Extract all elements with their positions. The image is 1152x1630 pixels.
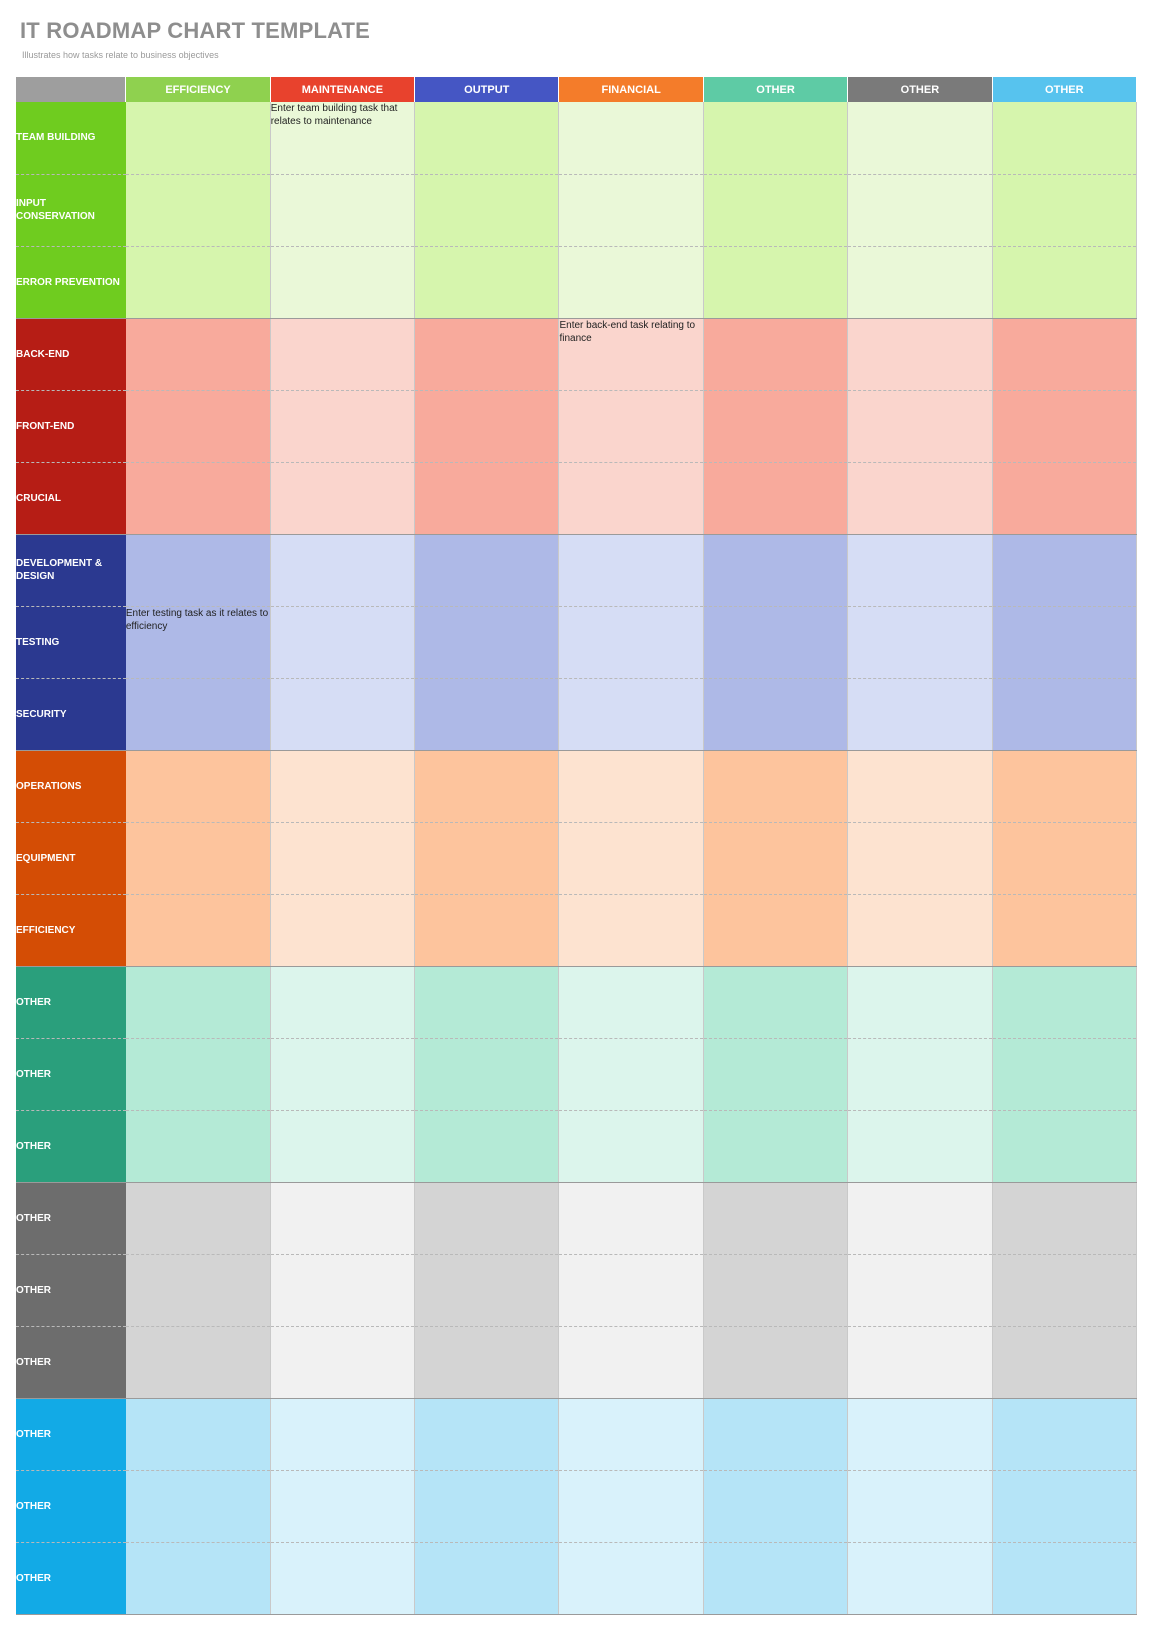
row-label: OTHER [16, 1398, 126, 1470]
table-row [16, 1326, 1137, 1398]
task-cell[interactable]: Enter team building task that relates to maintenance [270, 102, 414, 174]
table-row [16, 678, 1137, 750]
task-cell[interactable] [992, 318, 1136, 390]
task-cell[interactable] [559, 894, 703, 966]
task-cell[interactable] [270, 1254, 414, 1326]
task-cell[interactable] [559, 678, 703, 750]
task-cell[interactable] [415, 462, 559, 534]
row-label: OTHER [16, 1470, 126, 1542]
table-row [16, 894, 1137, 966]
row-label: CRUCIAL [16, 462, 126, 534]
row-label: OTHER [16, 1110, 126, 1182]
table-row [16, 102, 1137, 174]
task-cell[interactable] [848, 1254, 992, 1326]
column-header: OUTPUT [415, 77, 559, 102]
task-cell[interactable] [992, 822, 1136, 894]
column-header: FINANCIAL [559, 77, 703, 102]
task-cell[interactable] [415, 1110, 559, 1182]
task-cell[interactable] [559, 1182, 703, 1254]
task-cell[interactable] [559, 1038, 703, 1110]
task-cell[interactable] [270, 966, 414, 1038]
task-cell[interactable] [126, 1470, 270, 1542]
task-cell[interactable] [559, 102, 703, 174]
task-cell[interactable] [992, 174, 1136, 246]
task-cell[interactable] [126, 1110, 270, 1182]
task-cell[interactable] [703, 534, 847, 606]
table-row [16, 246, 1137, 318]
task-cell[interactable] [270, 750, 414, 822]
task-cell[interactable] [703, 1398, 847, 1470]
table-row [16, 966, 1137, 1038]
task-cell[interactable] [703, 894, 847, 966]
task-cell[interactable]: Enter back-end task relating to finance [559, 318, 703, 390]
task-cell[interactable] [992, 1542, 1136, 1614]
table-row [16, 390, 1137, 462]
task-cell[interactable] [415, 678, 559, 750]
task-cell[interactable] [848, 1326, 992, 1398]
task-cell[interactable] [270, 822, 414, 894]
task-cell[interactable] [415, 174, 559, 246]
task-cell[interactable] [270, 1038, 414, 1110]
task-cell[interactable] [992, 678, 1136, 750]
task-cell[interactable] [270, 174, 414, 246]
column-header: EFFICIENCY [126, 77, 270, 102]
row-label: EFFICIENCY [16, 894, 126, 966]
table-row [16, 1110, 1137, 1182]
task-cell[interactable] [415, 534, 559, 606]
task-cell[interactable] [126, 822, 270, 894]
task-cell[interactable] [559, 1470, 703, 1542]
task-cell[interactable] [415, 966, 559, 1038]
task-cell[interactable] [270, 1542, 414, 1614]
task-cell[interactable] [992, 1110, 1136, 1182]
table-row [16, 1038, 1137, 1110]
table-row [16, 174, 1137, 246]
task-cell[interactable] [992, 1182, 1136, 1254]
table-row [16, 750, 1137, 822]
task-cell[interactable] [848, 318, 992, 390]
task-cell[interactable] [703, 606, 847, 678]
task-cell[interactable]: Enter testing task as it relates to efficiency [126, 606, 270, 678]
task-cell[interactable] [559, 246, 703, 318]
task-cell[interactable] [703, 246, 847, 318]
task-cell[interactable] [703, 750, 847, 822]
task-cell[interactable] [848, 1542, 992, 1614]
task-cell[interactable] [270, 534, 414, 606]
task-cell[interactable] [126, 462, 270, 534]
task-cell[interactable] [126, 894, 270, 966]
task-cell[interactable] [126, 390, 270, 462]
task-cell[interactable] [992, 606, 1136, 678]
task-cell[interactable] [992, 1254, 1136, 1326]
task-cell[interactable] [415, 1254, 559, 1326]
table-body [16, 102, 1137, 1614]
task-cell[interactable] [992, 462, 1136, 534]
task-cell[interactable] [126, 534, 270, 606]
task-cell[interactable] [559, 1254, 703, 1326]
task-cell[interactable] [126, 1038, 270, 1110]
task-cell[interactable] [415, 102, 559, 174]
table-row [16, 534, 1137, 606]
task-cell[interactable] [703, 1038, 847, 1110]
row-label: OTHER [16, 1182, 126, 1254]
task-cell[interactable] [415, 822, 559, 894]
task-cell[interactable] [703, 1182, 847, 1254]
task-cell[interactable] [559, 390, 703, 462]
row-label: OTHER [16, 1542, 126, 1614]
task-cell[interactable] [703, 462, 847, 534]
task-cell[interactable] [126, 246, 270, 318]
task-cell[interactable] [559, 534, 703, 606]
task-cell[interactable] [270, 606, 414, 678]
task-cell[interactable] [703, 822, 847, 894]
task-cell[interactable] [126, 174, 270, 246]
column-header-row [16, 77, 1137, 102]
task-cell[interactable] [848, 1398, 992, 1470]
task-cell[interactable] [703, 390, 847, 462]
task-cell[interactable] [559, 174, 703, 246]
task-cell[interactable] [703, 318, 847, 390]
task-cell[interactable] [270, 1398, 414, 1470]
table-row [16, 462, 1137, 534]
task-cell[interactable] [848, 822, 992, 894]
task-cell[interactable] [126, 318, 270, 390]
task-cell[interactable] [415, 606, 559, 678]
task-cell[interactable] [415, 246, 559, 318]
task-cell[interactable] [848, 678, 992, 750]
task-cell[interactable] [848, 966, 992, 1038]
column-header: MAINTENANCE [270, 77, 414, 102]
task-cell[interactable] [848, 1110, 992, 1182]
task-cell[interactable] [559, 1398, 703, 1470]
row-label: INPUT CONSERVATION [16, 174, 126, 246]
page-subtitle: Illustrates how tasks relate to business objectives [22, 50, 219, 60]
task-cell[interactable] [270, 390, 414, 462]
row-label: ERROR PREVENTION [16, 246, 126, 318]
task-cell[interactable] [703, 1110, 847, 1182]
task-cell[interactable] [559, 750, 703, 822]
task-cell[interactable] [415, 1470, 559, 1542]
column-header: OTHER [992, 77, 1136, 102]
task-cell[interactable] [848, 606, 992, 678]
task-cell[interactable] [559, 1542, 703, 1614]
task-cell[interactable] [415, 318, 559, 390]
task-cell[interactable] [270, 246, 414, 318]
task-cell[interactable] [992, 246, 1136, 318]
table-row [16, 1542, 1137, 1614]
task-cell[interactable] [703, 102, 847, 174]
row-label: OTHER [16, 1326, 126, 1398]
table-row [16, 1254, 1137, 1326]
task-cell[interactable] [992, 966, 1136, 1038]
task-cell[interactable] [992, 1038, 1136, 1110]
row-label: TESTING [16, 606, 126, 678]
table-row [16, 606, 1137, 678]
task-cell[interactable] [270, 894, 414, 966]
row-label: SECURITY [16, 678, 126, 750]
task-cell[interactable] [992, 750, 1136, 822]
roadmap-table [16, 77, 1137, 1615]
row-label: FRONT-END [16, 390, 126, 462]
page-title: IT ROADMAP CHART TEMPLATE [20, 18, 371, 43]
table-row [16, 822, 1137, 894]
task-cell[interactable] [992, 534, 1136, 606]
task-cell[interactable] [126, 1182, 270, 1254]
task-cell[interactable] [415, 1182, 559, 1254]
task-cell[interactable] [848, 246, 992, 318]
table-row [16, 1470, 1137, 1542]
task-cell[interactable] [415, 750, 559, 822]
task-cell[interactable] [703, 1254, 847, 1326]
task-cell[interactable] [415, 1038, 559, 1110]
row-label: TEAM BUILDING [16, 102, 126, 174]
row-label: BACK-END [16, 318, 126, 390]
task-cell[interactable] [270, 678, 414, 750]
task-cell[interactable] [559, 1326, 703, 1398]
task-cell[interactable] [703, 1542, 847, 1614]
task-cell[interactable] [126, 1398, 270, 1470]
task-cell[interactable] [270, 318, 414, 390]
task-cell[interactable] [126, 1542, 270, 1614]
task-cell[interactable] [992, 1326, 1136, 1398]
row-label: OTHER [16, 1254, 126, 1326]
task-cell[interactable] [848, 534, 992, 606]
row-label: OPERATIONS [16, 750, 126, 822]
task-cell[interactable] [703, 678, 847, 750]
row-label: OTHER [16, 966, 126, 1038]
task-cell[interactable] [559, 966, 703, 1038]
task-cell[interactable] [848, 1182, 992, 1254]
task-cell[interactable] [848, 894, 992, 966]
task-cell[interactable] [848, 1470, 992, 1542]
task-cell[interactable] [992, 894, 1136, 966]
task-cell[interactable] [270, 462, 414, 534]
task-cell[interactable] [415, 390, 559, 462]
task-cell[interactable] [270, 1110, 414, 1182]
task-cell[interactable] [270, 1326, 414, 1398]
task-cell[interactable] [415, 894, 559, 966]
task-cell[interactable] [848, 750, 992, 822]
task-cell[interactable] [992, 390, 1136, 462]
task-cell[interactable] [126, 1254, 270, 1326]
task-cell[interactable] [992, 102, 1136, 174]
task-cell[interactable] [703, 174, 847, 246]
task-cell[interactable] [703, 1470, 847, 1542]
task-cell[interactable] [848, 462, 992, 534]
task-cell[interactable] [559, 822, 703, 894]
column-header: OTHER [703, 77, 847, 102]
task-cell[interactable] [848, 102, 992, 174]
task-cell[interactable] [126, 1326, 270, 1398]
task-cell[interactable] [992, 1470, 1136, 1542]
task-cell[interactable] [559, 606, 703, 678]
row-label: EQUIPMENT [16, 822, 126, 894]
task-cell[interactable] [126, 750, 270, 822]
header-corner [16, 77, 126, 102]
task-cell[interactable] [848, 390, 992, 462]
task-cell[interactable] [415, 1542, 559, 1614]
column-header: OTHER [848, 77, 992, 102]
task-cell[interactable] [126, 678, 270, 750]
row-label: OTHER [16, 1038, 126, 1110]
task-cell[interactable] [126, 966, 270, 1038]
task-cell[interactable] [126, 102, 270, 174]
task-cell[interactable] [848, 1038, 992, 1110]
task-cell[interactable] [703, 1326, 847, 1398]
task-cell[interactable] [703, 966, 847, 1038]
table-row [16, 1182, 1137, 1254]
task-cell[interactable] [559, 462, 703, 534]
table-row [16, 1398, 1137, 1470]
task-cell[interactable] [992, 1398, 1136, 1470]
task-cell[interactable] [559, 1110, 703, 1182]
task-cell[interactable] [270, 1470, 414, 1542]
row-label: DEVELOPMENT & DESIGN [16, 534, 126, 606]
table-row [16, 318, 1137, 390]
task-cell[interactable] [848, 174, 992, 246]
task-cell[interactable] [415, 1326, 559, 1398]
task-cell[interactable] [415, 1398, 559, 1470]
task-cell[interactable] [270, 1182, 414, 1254]
